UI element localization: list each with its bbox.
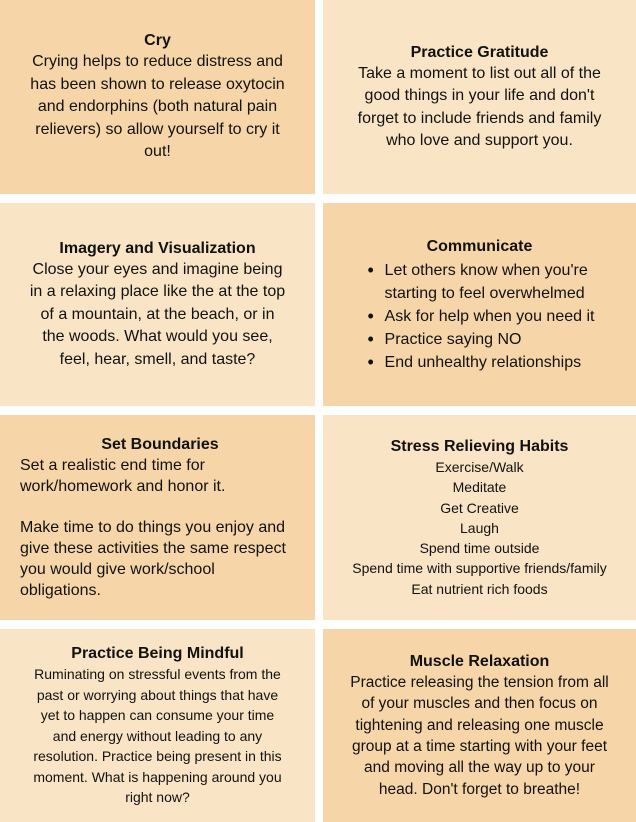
text-line: feel, hear, smell, and taste? xyxy=(59,350,256,368)
text-line: tightening and releasing one muscle xyxy=(355,716,604,734)
text-line: and energy without leading to any xyxy=(52,727,263,744)
card-title: Stress Relieving Habits xyxy=(390,437,569,455)
card-title: Muscle Relaxation xyxy=(409,653,550,671)
text-line: good things in your life and don't xyxy=(364,87,595,104)
list-item: • End unhealthy relationships xyxy=(365,351,595,374)
text-line: who love and support you. xyxy=(386,132,573,149)
text-line: of a mountain, at the beach, or in xyxy=(40,305,275,323)
list-item: • Practice saying NO xyxy=(365,328,595,351)
card-body xyxy=(30,259,285,372)
card-body xyxy=(30,51,284,164)
text-line: Make time to do things you enjoy and xyxy=(20,519,286,537)
card-body xyxy=(350,672,608,800)
list-item: • Let others know when you're starting to feel overwhelmed xyxy=(365,259,595,305)
list-item: • Ask for help when you need it xyxy=(365,305,595,328)
text-line: Ruminating on stressful events from the xyxy=(34,666,281,683)
text-line: in a relaxing place like the at the top xyxy=(29,283,286,301)
card-communicate xyxy=(323,203,636,406)
text-line: Set a realistic end time for xyxy=(20,456,205,474)
text-line: group at a time starting with your feet xyxy=(351,738,608,755)
card-muscle-relaxation xyxy=(323,629,636,822)
card-body xyxy=(352,457,606,599)
text-line: Spend time outside xyxy=(419,540,540,557)
text-line: Laugh xyxy=(460,519,499,536)
text-line: forget to include friends and family xyxy=(357,109,602,127)
card-title: Practice Gratitude xyxy=(410,43,549,61)
text-line: Get Creative xyxy=(440,499,519,516)
text-line: of your muscles and then focus on xyxy=(361,695,598,713)
text-line: relievers) so allow yourself to cry it xyxy=(35,120,280,138)
card-imagery-visualization xyxy=(0,203,315,406)
text-line: give these activities the same respect xyxy=(20,540,286,558)
text-line: obligations. xyxy=(20,582,101,600)
text-line: right now? xyxy=(125,789,190,806)
communicate-list xyxy=(365,259,595,374)
text-line: Spend time with supportive friends/family xyxy=(352,560,607,577)
text-line: Exercise/Walk xyxy=(435,458,524,475)
card-stress-relieving-habits xyxy=(323,415,636,620)
text-line: Practice releasing the tension from all xyxy=(350,674,609,692)
card-title: Practice Being Mindful xyxy=(71,645,244,663)
card-body xyxy=(358,63,602,153)
card-title: Communicate xyxy=(426,237,533,255)
text-line: and moving all the way up to your xyxy=(364,759,595,777)
text-line: you would give work/school xyxy=(20,561,215,579)
text-line: resolution. Practice being present in this xyxy=(33,748,282,765)
text-line: out! xyxy=(144,143,171,161)
card-title: Imagery and Visualization xyxy=(59,239,256,257)
text-line: the woods. What would you see, xyxy=(42,328,273,346)
text-line: past or worrying about things that have xyxy=(36,686,279,703)
text-line: head. Don't forget to breathe! xyxy=(378,780,581,798)
text-line: moment. What is happening around you xyxy=(33,768,282,785)
card-title: Cry xyxy=(144,32,171,50)
card-body xyxy=(20,455,315,602)
text-line: Eat nutrient rich foods xyxy=(411,580,548,597)
card-body xyxy=(33,664,281,808)
text-line: Meditate xyxy=(452,479,507,496)
text-line: has been shown to release oxytocin xyxy=(30,75,285,93)
card-practice-gratitude xyxy=(323,0,636,194)
text-line: Close your eyes and imagine being xyxy=(32,260,283,278)
card-cry xyxy=(0,0,315,194)
text-line: Take a moment to list out all of the xyxy=(358,64,601,82)
card-set-boundaries xyxy=(0,415,315,620)
card-practice-being-mindful xyxy=(0,629,315,822)
text-line: and endorphins (both natural pain xyxy=(37,98,278,116)
text-line: yet to happen can consume your time xyxy=(40,707,275,724)
text-line: Crying helps to reduce distress and xyxy=(32,53,283,71)
text-line: work/homework and honor it. xyxy=(20,477,226,495)
card-title: Set Boundaries xyxy=(101,435,219,453)
